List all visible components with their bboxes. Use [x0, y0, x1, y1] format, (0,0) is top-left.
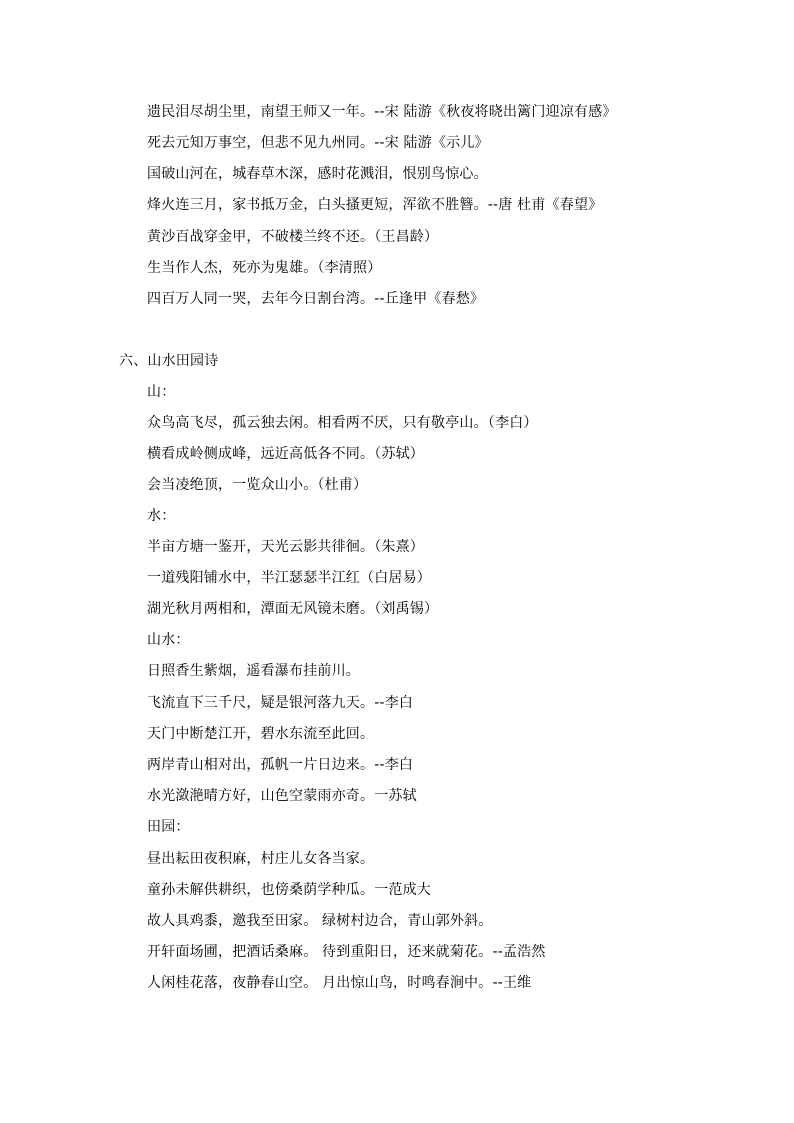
poem-line: 横看成岭侧成峰，远近高低各不同。（苏轼）	[147, 446, 424, 462]
poem-line: 四百万人同一哭，去年今日割台湾。--丘逢甲《春愁》	[147, 291, 485, 307]
poem-line: 半亩方塘一鉴开，天光云影共徘徊。（朱熹）	[147, 539, 424, 555]
subsection-label: 山：	[147, 384, 176, 400]
poem-line: 日照香生紫烟，遥看瀑布挂前川。	[147, 663, 360, 679]
poem-line: 飞流直下三千尺，疑是银河落九天。--李白	[147, 695, 414, 711]
poem-line: 湖光秋月两相和，潭面无风镜未磨。（刘禹锡）	[147, 601, 439, 617]
subsection-label: 水：	[147, 508, 176, 524]
poem-line: 天门中断楚江开，碧水东流至此回。	[147, 726, 375, 742]
poem-line: 会当凌绝顶，一览众山小。（杜甫）	[147, 477, 368, 493]
poem-line: 人闲桂花落，夜静春山空。 月出惊山鸟，时鸣春涧中。--王维	[147, 975, 532, 991]
poem-line: 开轩面场圃，把酒话桑麻。 待到重阳日，还来就菊花。--孟浩然	[147, 944, 546, 960]
poem-line: 两岸青山相对出，孤帆一片日边来。--李白	[147, 757, 414, 773]
poem-line: 水光潋滟晴方好，山色空蒙雨亦奇。一苏轼	[147, 788, 417, 804]
poem-line: 故人具鸡黍，邀我至田家。 绿树村边合，青山郭外斜。	[147, 913, 493, 929]
poem-line: 众鸟高飞尽，孤云独去闲。相看两不厌，只有敬亭山。（李白）	[147, 415, 538, 431]
poem-line: 黄沙百战穿金甲，不破楼兰终不还。（王昌龄）	[147, 229, 439, 245]
poem-line: 国破山河在，城春草木深，感时花溅泪，恨别鸟惊心。	[147, 166, 488, 182]
subsection-label: 山水：	[147, 632, 190, 648]
subsection-label: 田园：	[147, 819, 190, 835]
poem-line: 遗民泪尽胡尘里，南望王师又一年。--宋 陆游《秋夜将晓出篱门迎凉有感》	[147, 104, 617, 120]
poem-line: 死去元知万事空，但悲不见九州同。--宋 陆游《示儿》	[147, 135, 489, 151]
poem-line: 童孙未解供耕织，也傍桑荫学种瓜。一范成大	[147, 882, 431, 898]
poem-line: 烽火连三月，家书抵万金，白头搔更短，浑欲不胜簪。--唐 杜甫《春望》	[147, 197, 603, 213]
poem-line: 昼出耘田夜积麻，村庄儿女各当家。	[147, 851, 375, 867]
poem-line: 一道残阳铺水中，半江瑟瑟半江红（白居易）	[147, 570, 431, 586]
poem-line: 生当作人杰，死亦为鬼雄。（李清照）	[147, 260, 382, 276]
section-heading: 六、山水田园诗	[119, 353, 219, 369]
